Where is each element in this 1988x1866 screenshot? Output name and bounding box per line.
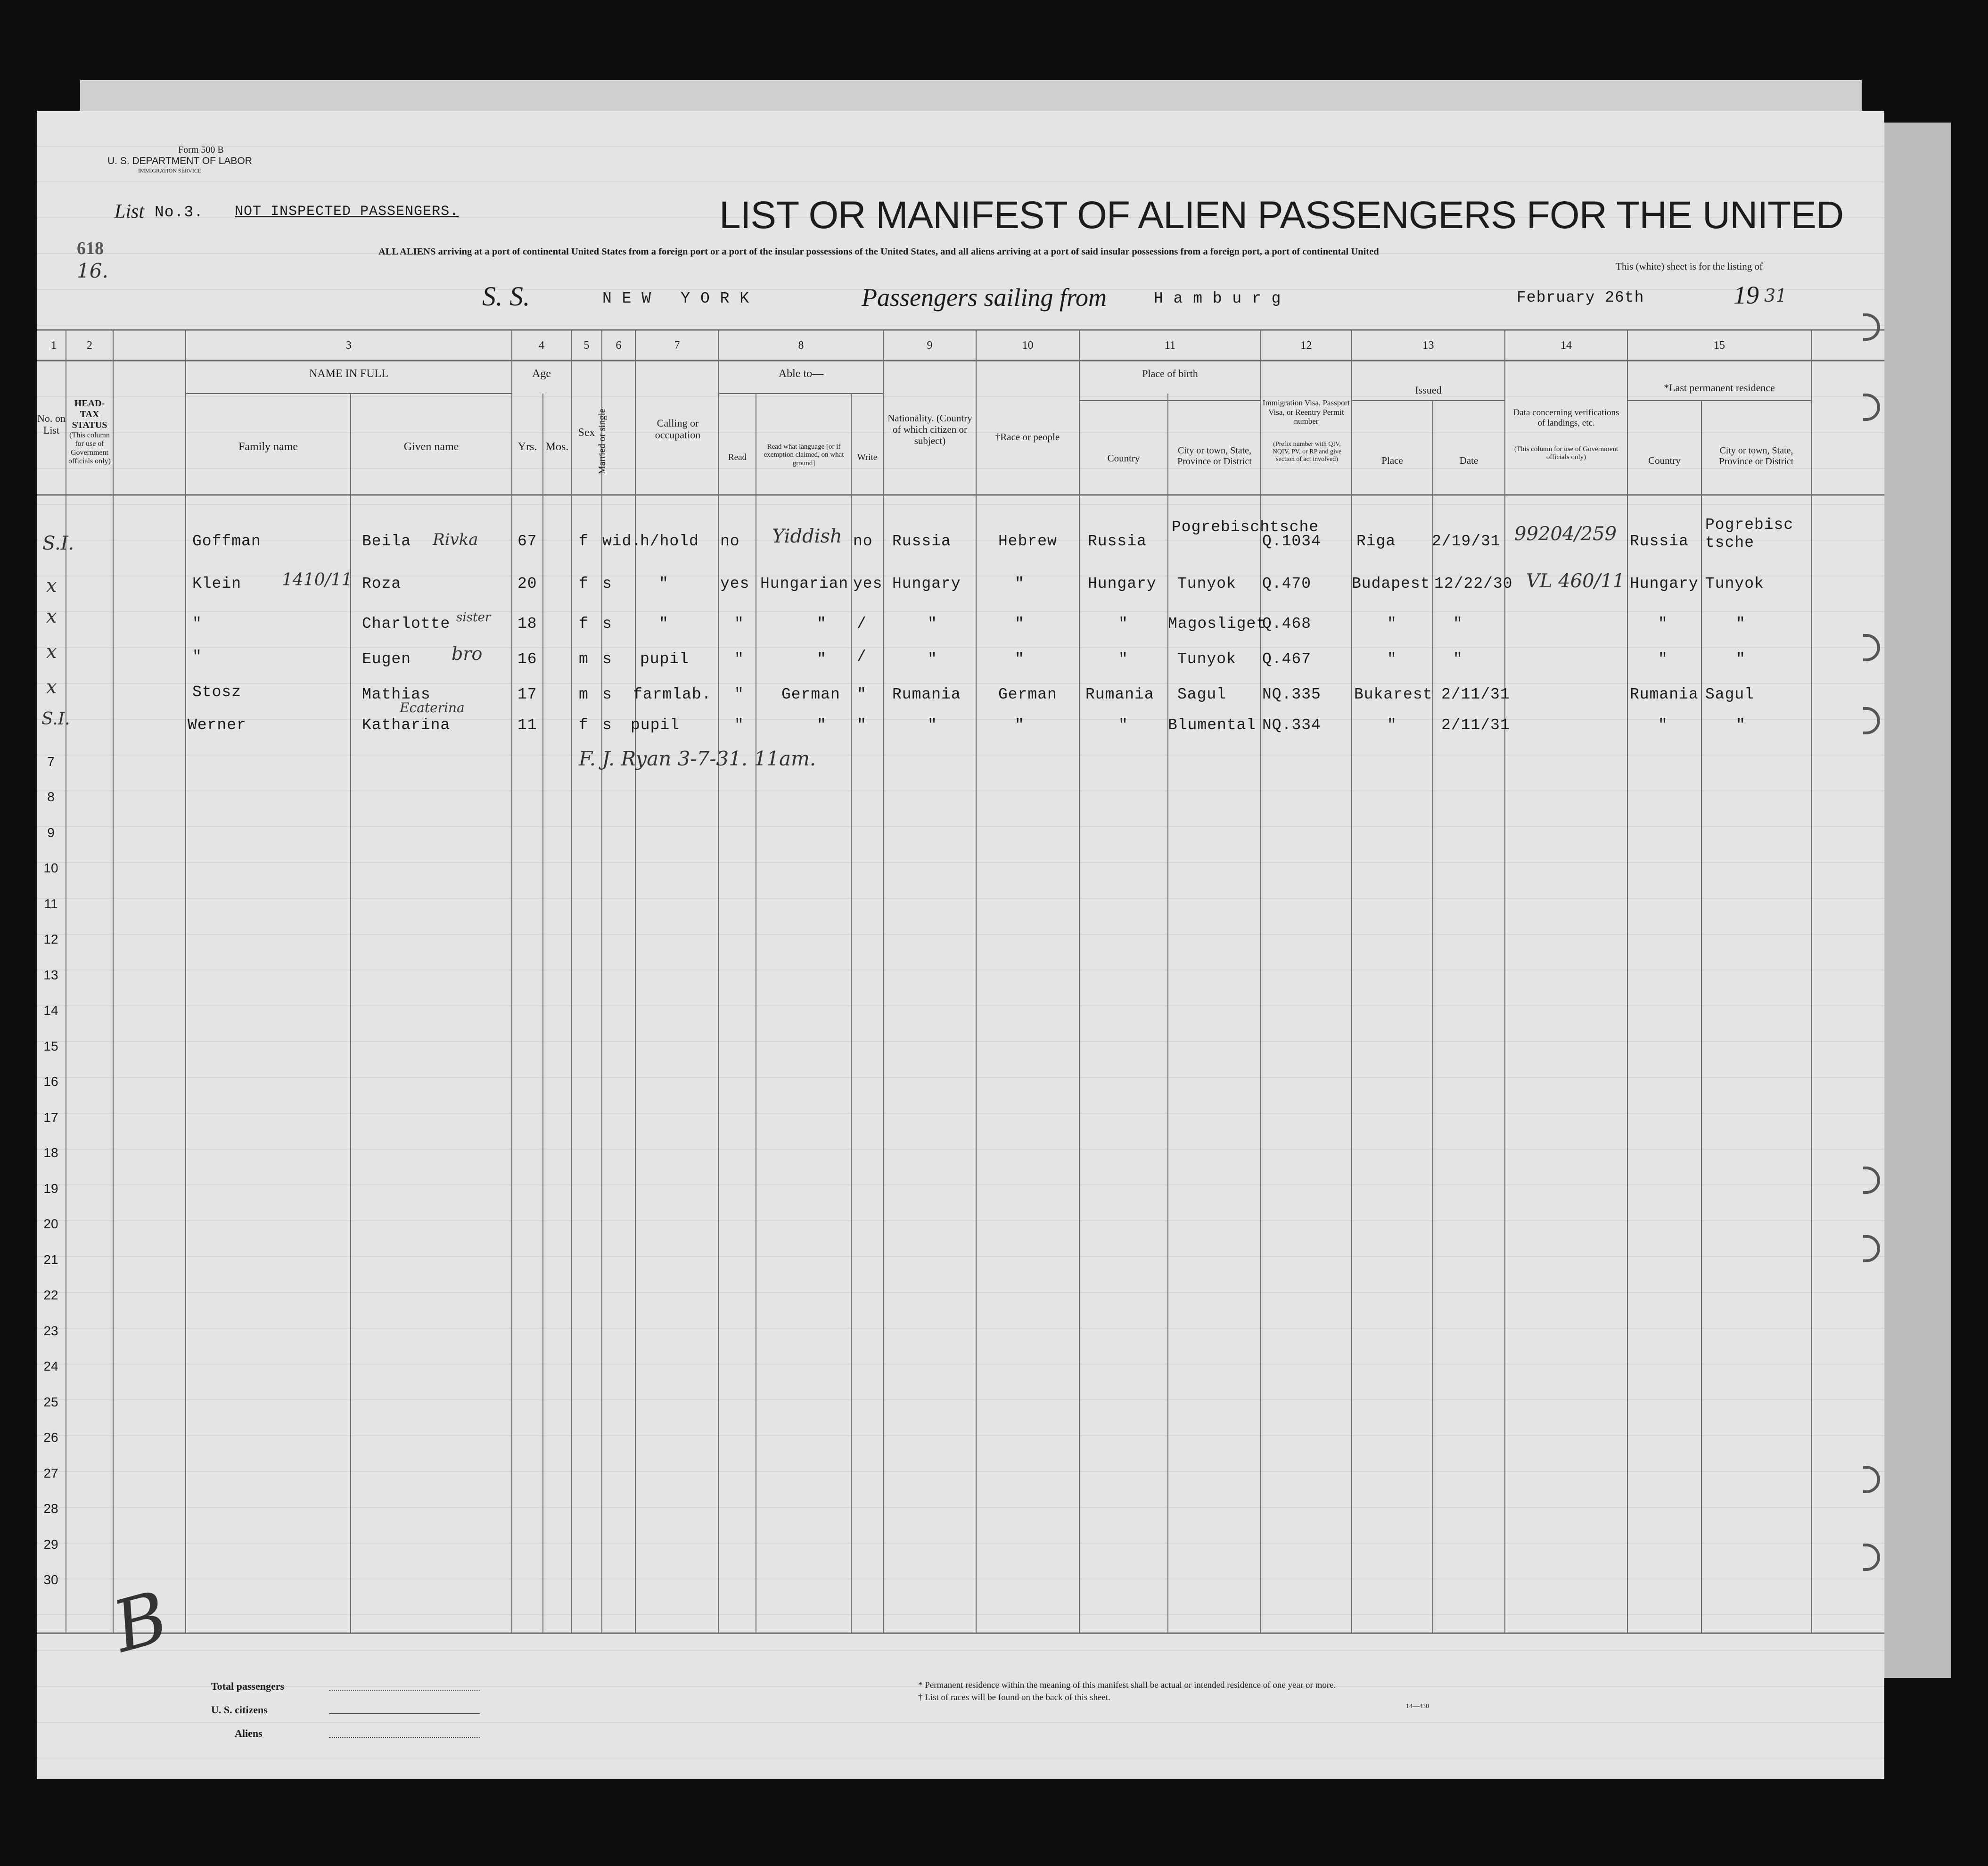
row-number: 24 [43, 1359, 58, 1373]
birth-country: " [1118, 615, 1128, 633]
col-number: 13 [1422, 339, 1434, 352]
header-name-in-full: NAME IN FULL [309, 368, 388, 380]
can-read: " [734, 686, 744, 703]
header-given-name: Given name [403, 441, 459, 453]
can-write: no [853, 533, 873, 550]
header-mos: Mos. [545, 441, 569, 453]
verification: 99204/259 [1514, 523, 1617, 545]
birth-country: " [1118, 650, 1128, 668]
occupation: pupil [631, 716, 680, 734]
intro-text: ALL ALIENS arriving at a port of continental United States from a foreign port or a port of the insular possessions of the United States, and all aliens arriving at a port of said insular possessions from a foreign port, a port of continental United [378, 247, 1379, 257]
row-number: 29 [43, 1537, 58, 1552]
visa-number: Q.1034 [1262, 533, 1321, 550]
side-mark-top: 618 [77, 238, 104, 258]
given-name-note: Ecaterina [400, 700, 465, 715]
marital-status: s [602, 575, 612, 592]
issued-date: 12/22/30 [1434, 575, 1513, 592]
visa-number: Q.468 [1262, 615, 1312, 633]
residence-country: " [1658, 615, 1668, 633]
issued-place: " [1387, 650, 1397, 668]
col-number: 8 [798, 339, 804, 352]
margin-mark: B [105, 1576, 176, 1669]
occupation: h/hold [640, 533, 699, 550]
residence-country: Rumania [1630, 686, 1699, 703]
marital-status: s [602, 716, 612, 734]
header-head-tax-note: (This column for use of Government officials only) [68, 431, 111, 466]
occupation: pupil [640, 650, 690, 668]
header-race: †Race or people [995, 431, 1060, 443]
family-name: " [192, 615, 202, 633]
family-name-note: 1410/11 [282, 570, 353, 590]
row-number: 26 [43, 1430, 58, 1445]
row-number: 17 [43, 1110, 58, 1125]
row-number: 7 [47, 754, 55, 769]
year-prefix: 19 [1733, 281, 1759, 309]
row-number: 28 [43, 1501, 58, 1516]
issued-place: " [1387, 615, 1397, 633]
nationality: " [928, 650, 937, 668]
title: LIST OR MANIFEST OF ALIEN PASSENGERS FOR THE UNITED [719, 194, 1844, 237]
issued-date: " [1453, 650, 1463, 668]
row-mark: S.I. [41, 709, 70, 729]
can-read: yes [720, 575, 750, 592]
service: IMMIGRATION SERVICE [138, 167, 202, 174]
family-name: Goffman [192, 533, 261, 550]
header-birth-city: City or town, State, Province or District [1177, 445, 1252, 467]
age-years: 20 [518, 575, 537, 592]
header-visa: Immigration Visa, Passport Visa, or Reentry Permit number [1262, 398, 1350, 426]
marital-status: s [602, 650, 612, 668]
birth-country: Hungary [1088, 575, 1157, 592]
sailing-label: Passengers sailing from [862, 283, 1107, 312]
header-no-on-list: No. on List [37, 412, 66, 436]
row-number: 25 [43, 1395, 58, 1409]
footnote-residence: * Permanent residence within the meaning of this manifest shall be actual or intended residence of one year or more. [918, 1680, 1336, 1690]
read-language: " [817, 716, 827, 734]
visa-number: Q.467 [1262, 650, 1312, 668]
year-suffix: 31 [1764, 285, 1787, 306]
form-code: 14—430 [1406, 1703, 1429, 1710]
race: German [998, 686, 1057, 703]
total-passengers-line [329, 1690, 480, 1691]
age-years: 16 [518, 650, 537, 668]
race: Hebrew [998, 533, 1057, 550]
form-number: Form 500 B [178, 145, 224, 155]
age-years: 18 [518, 615, 537, 633]
manifest-sheet [37, 111, 1884, 1779]
aliens-label: Aliens [235, 1727, 263, 1739]
birth-city: Pogrebischtsche [1172, 518, 1319, 536]
given-name: Roza [362, 575, 402, 592]
birth-city: Blumental [1168, 716, 1257, 734]
nationality: " [928, 615, 937, 633]
row-number: 11 [44, 896, 58, 911]
residence-city: " [1736, 716, 1746, 734]
inspector-signature: F. J. Ryan 3-7-31. 11am. [579, 747, 816, 770]
form-grid [37, 111, 1884, 1779]
row-number: 14 [43, 1003, 58, 1018]
row-number: 23 [43, 1323, 58, 1338]
read-language: " [817, 615, 827, 633]
occupation: farmlab. [633, 686, 712, 703]
birth-city: Magosliget [1168, 615, 1266, 633]
footnote-race: † List of races will be found on the back of this sheet. [918, 1693, 1110, 1702]
row-mark: S.I. [42, 533, 74, 554]
header-calling: Calling or occupation [655, 417, 701, 441]
row-number: 27 [43, 1466, 58, 1480]
marital-status: s [602, 686, 612, 703]
issued-place: Riga [1356, 533, 1396, 550]
read-language: Yiddish [772, 526, 842, 547]
can-read: " [734, 650, 744, 668]
sex: f [579, 533, 589, 550]
row-number: 13 [43, 968, 58, 982]
family-name: Klein [192, 575, 242, 592]
sex: f [579, 575, 589, 592]
header-issued: Issued [1415, 384, 1442, 396]
total-passengers-label: Total passengers [211, 1680, 285, 1692]
read-language: " [817, 650, 827, 668]
col-number: 4 [539, 339, 544, 352]
row-mark: x [46, 676, 57, 698]
birth-country: Rumania [1085, 686, 1154, 703]
nationality: " [928, 716, 937, 734]
header-write: Write [857, 452, 878, 462]
header-last-residence: *Last permanent residence [1664, 382, 1775, 394]
given-name: Katharina [362, 716, 451, 734]
issued-date: " [1453, 615, 1463, 633]
birth-country: " [1118, 716, 1128, 734]
col-number: 11 [1164, 339, 1176, 352]
row-number: 19 [43, 1181, 58, 1196]
header-birth-country: Country [1107, 452, 1140, 464]
intro-text-2: This (white) sheet is for the listing of [1616, 261, 1763, 272]
header-family-name: Family name [238, 441, 298, 453]
col-number: 3 [346, 339, 352, 352]
age-years: 67 [518, 533, 537, 550]
row-mark: x [46, 641, 57, 663]
given-name: Eugen [362, 650, 411, 668]
header-verifications: Data concerning verifications of landings, etc. [1513, 408, 1619, 428]
header-place-of-birth: Place of birth [1142, 368, 1198, 379]
row-number: 18 [43, 1145, 58, 1160]
residence-city: " [1736, 650, 1746, 668]
us-citizens-line [329, 1713, 480, 1714]
header-res-country: Country [1648, 455, 1681, 466]
col-number: 15 [1714, 339, 1725, 352]
header-res-city: City or town, State, Province or District [1719, 445, 1794, 467]
given-name: Mathias [362, 686, 431, 703]
visa-number: NQ.335 [1262, 686, 1321, 703]
occupation: " [659, 575, 669, 592]
issued-date: 2/19/31 [1432, 533, 1501, 550]
header-read: Read [728, 452, 747, 462]
birth-city: Tunyok [1177, 650, 1236, 668]
nationality: Rumania [892, 686, 961, 703]
family-name: Werner [188, 716, 246, 734]
nationality: Hungary [892, 575, 961, 592]
row-number: 10 [43, 861, 58, 875]
header-married: Married or single [597, 409, 608, 474]
residence-country: " [1658, 716, 1668, 734]
can-write: " [857, 716, 867, 734]
col-number: 10 [1022, 339, 1034, 352]
row-number: 22 [43, 1288, 58, 1302]
marital-status: wid. [602, 533, 642, 550]
sex: m [579, 650, 589, 668]
header-yrs: Yrs. [518, 441, 537, 453]
us-citizens-label: U. S. citizens [211, 1704, 268, 1716]
header-issued-date: Date [1459, 455, 1479, 466]
row-number: 21 [43, 1252, 58, 1267]
can-read: no [720, 533, 740, 550]
read-language: German [781, 686, 840, 703]
header-age: Age [532, 368, 551, 380]
issued-date: 2/11/31 [1441, 686, 1510, 703]
birth-country: Russia [1088, 533, 1147, 550]
issued-place: Budapest [1352, 575, 1430, 592]
residence-city: Sagul [1705, 686, 1755, 703]
can-write: " [857, 686, 867, 703]
row-number: 15 [43, 1039, 58, 1053]
list-number: No.3. [155, 204, 204, 221]
aliens-line [329, 1737, 480, 1738]
sex: f [579, 716, 589, 734]
department: U. S. DEPARTMENT OF LABOR [107, 156, 252, 166]
residence-city: Pogrebisctsche [1705, 516, 1794, 551]
residence-country: Hungary [1630, 575, 1699, 592]
can-write: / [857, 648, 867, 666]
residence-city: " [1736, 615, 1746, 633]
nationality: Russia [892, 533, 951, 550]
col-number: 1 [51, 339, 57, 352]
header-able-to: Able to— [778, 368, 824, 380]
row-number: 8 [47, 789, 55, 804]
sailing-date: February 26th [1517, 289, 1644, 306]
col-number: 14 [1561, 339, 1572, 352]
row-mark: x [46, 575, 57, 597]
can-write: yes [853, 575, 883, 592]
visa-number: Q.470 [1262, 575, 1312, 592]
header-head-tax: HEAD-TAX STATUS [72, 398, 107, 430]
list-label: List [115, 201, 145, 222]
given-name-note: bro [452, 643, 483, 664]
header-verifications-note: (This column for use of Government officials only) [1514, 445, 1618, 461]
given-name: Charlotte [362, 615, 451, 633]
row-mark: x [46, 606, 57, 627]
header-visa-note: (Prefix number with QIV, NQIV, PV, or RP and give section of act involved) [1272, 441, 1342, 463]
col-number: 12 [1300, 339, 1312, 352]
occupation: " [659, 615, 669, 633]
header-sex: Sex [578, 427, 595, 439]
given-name: Beila [362, 533, 411, 550]
header-nationality: Nationality. (Country of which citizen or subject) [887, 412, 972, 447]
verification: VL 460/11 [1526, 570, 1625, 592]
issued-place: " [1387, 716, 1397, 734]
given-name-note: Rivka [433, 530, 478, 549]
age-years: 17 [518, 686, 537, 703]
col-number: 5 [583, 339, 590, 352]
can-write: / [857, 615, 867, 633]
age-years: 11 [518, 716, 537, 734]
can-read: " [734, 615, 744, 633]
race: " [1015, 650, 1025, 668]
col-number: 2 [87, 339, 92, 352]
given-name-note: sister [456, 610, 491, 625]
list-type: NOT INSPECTED PASSENGERS. [235, 204, 459, 220]
marital-status: s [602, 615, 612, 633]
visa-number: NQ.334 [1262, 716, 1321, 734]
read-language: Hungarian [760, 575, 849, 592]
row-number: 16 [43, 1074, 58, 1089]
row-number: 12 [43, 932, 58, 946]
family-name: " [192, 648, 202, 666]
can-read: " [734, 716, 744, 734]
residence-country: Russia [1630, 533, 1689, 550]
side-mark-bottom: 16. [77, 259, 108, 282]
family-name: Stosz [192, 683, 242, 701]
col-number: 7 [674, 339, 680, 352]
col-number: 9 [927, 339, 933, 352]
header-read-language: Read what language [or if exemption claimed, on what ground] [764, 443, 844, 467]
row-number: 9 [47, 825, 55, 840]
birth-city: Tunyok [1177, 575, 1236, 592]
row-number: 20 [43, 1217, 58, 1231]
race: " [1015, 615, 1025, 633]
residence-country: " [1658, 650, 1668, 668]
row-number: 30 [43, 1572, 58, 1587]
sex: m [579, 686, 589, 703]
header-issued-place: Place [1381, 455, 1403, 466]
race: " [1015, 575, 1025, 592]
issued-place: Bukarest [1354, 686, 1433, 703]
residence-city: Tunyok [1705, 575, 1764, 592]
race: " [1015, 716, 1025, 734]
sex: f [579, 615, 589, 633]
ss-label: S. S. [482, 281, 530, 312]
birth-city: Sagul [1177, 686, 1227, 703]
issued-date: 2/11/31 [1441, 716, 1510, 734]
departure-port: H a m b u r g [1154, 290, 1282, 307]
col-number: 6 [616, 339, 622, 352]
ship-name: N E W Y O R K [602, 290, 750, 307]
